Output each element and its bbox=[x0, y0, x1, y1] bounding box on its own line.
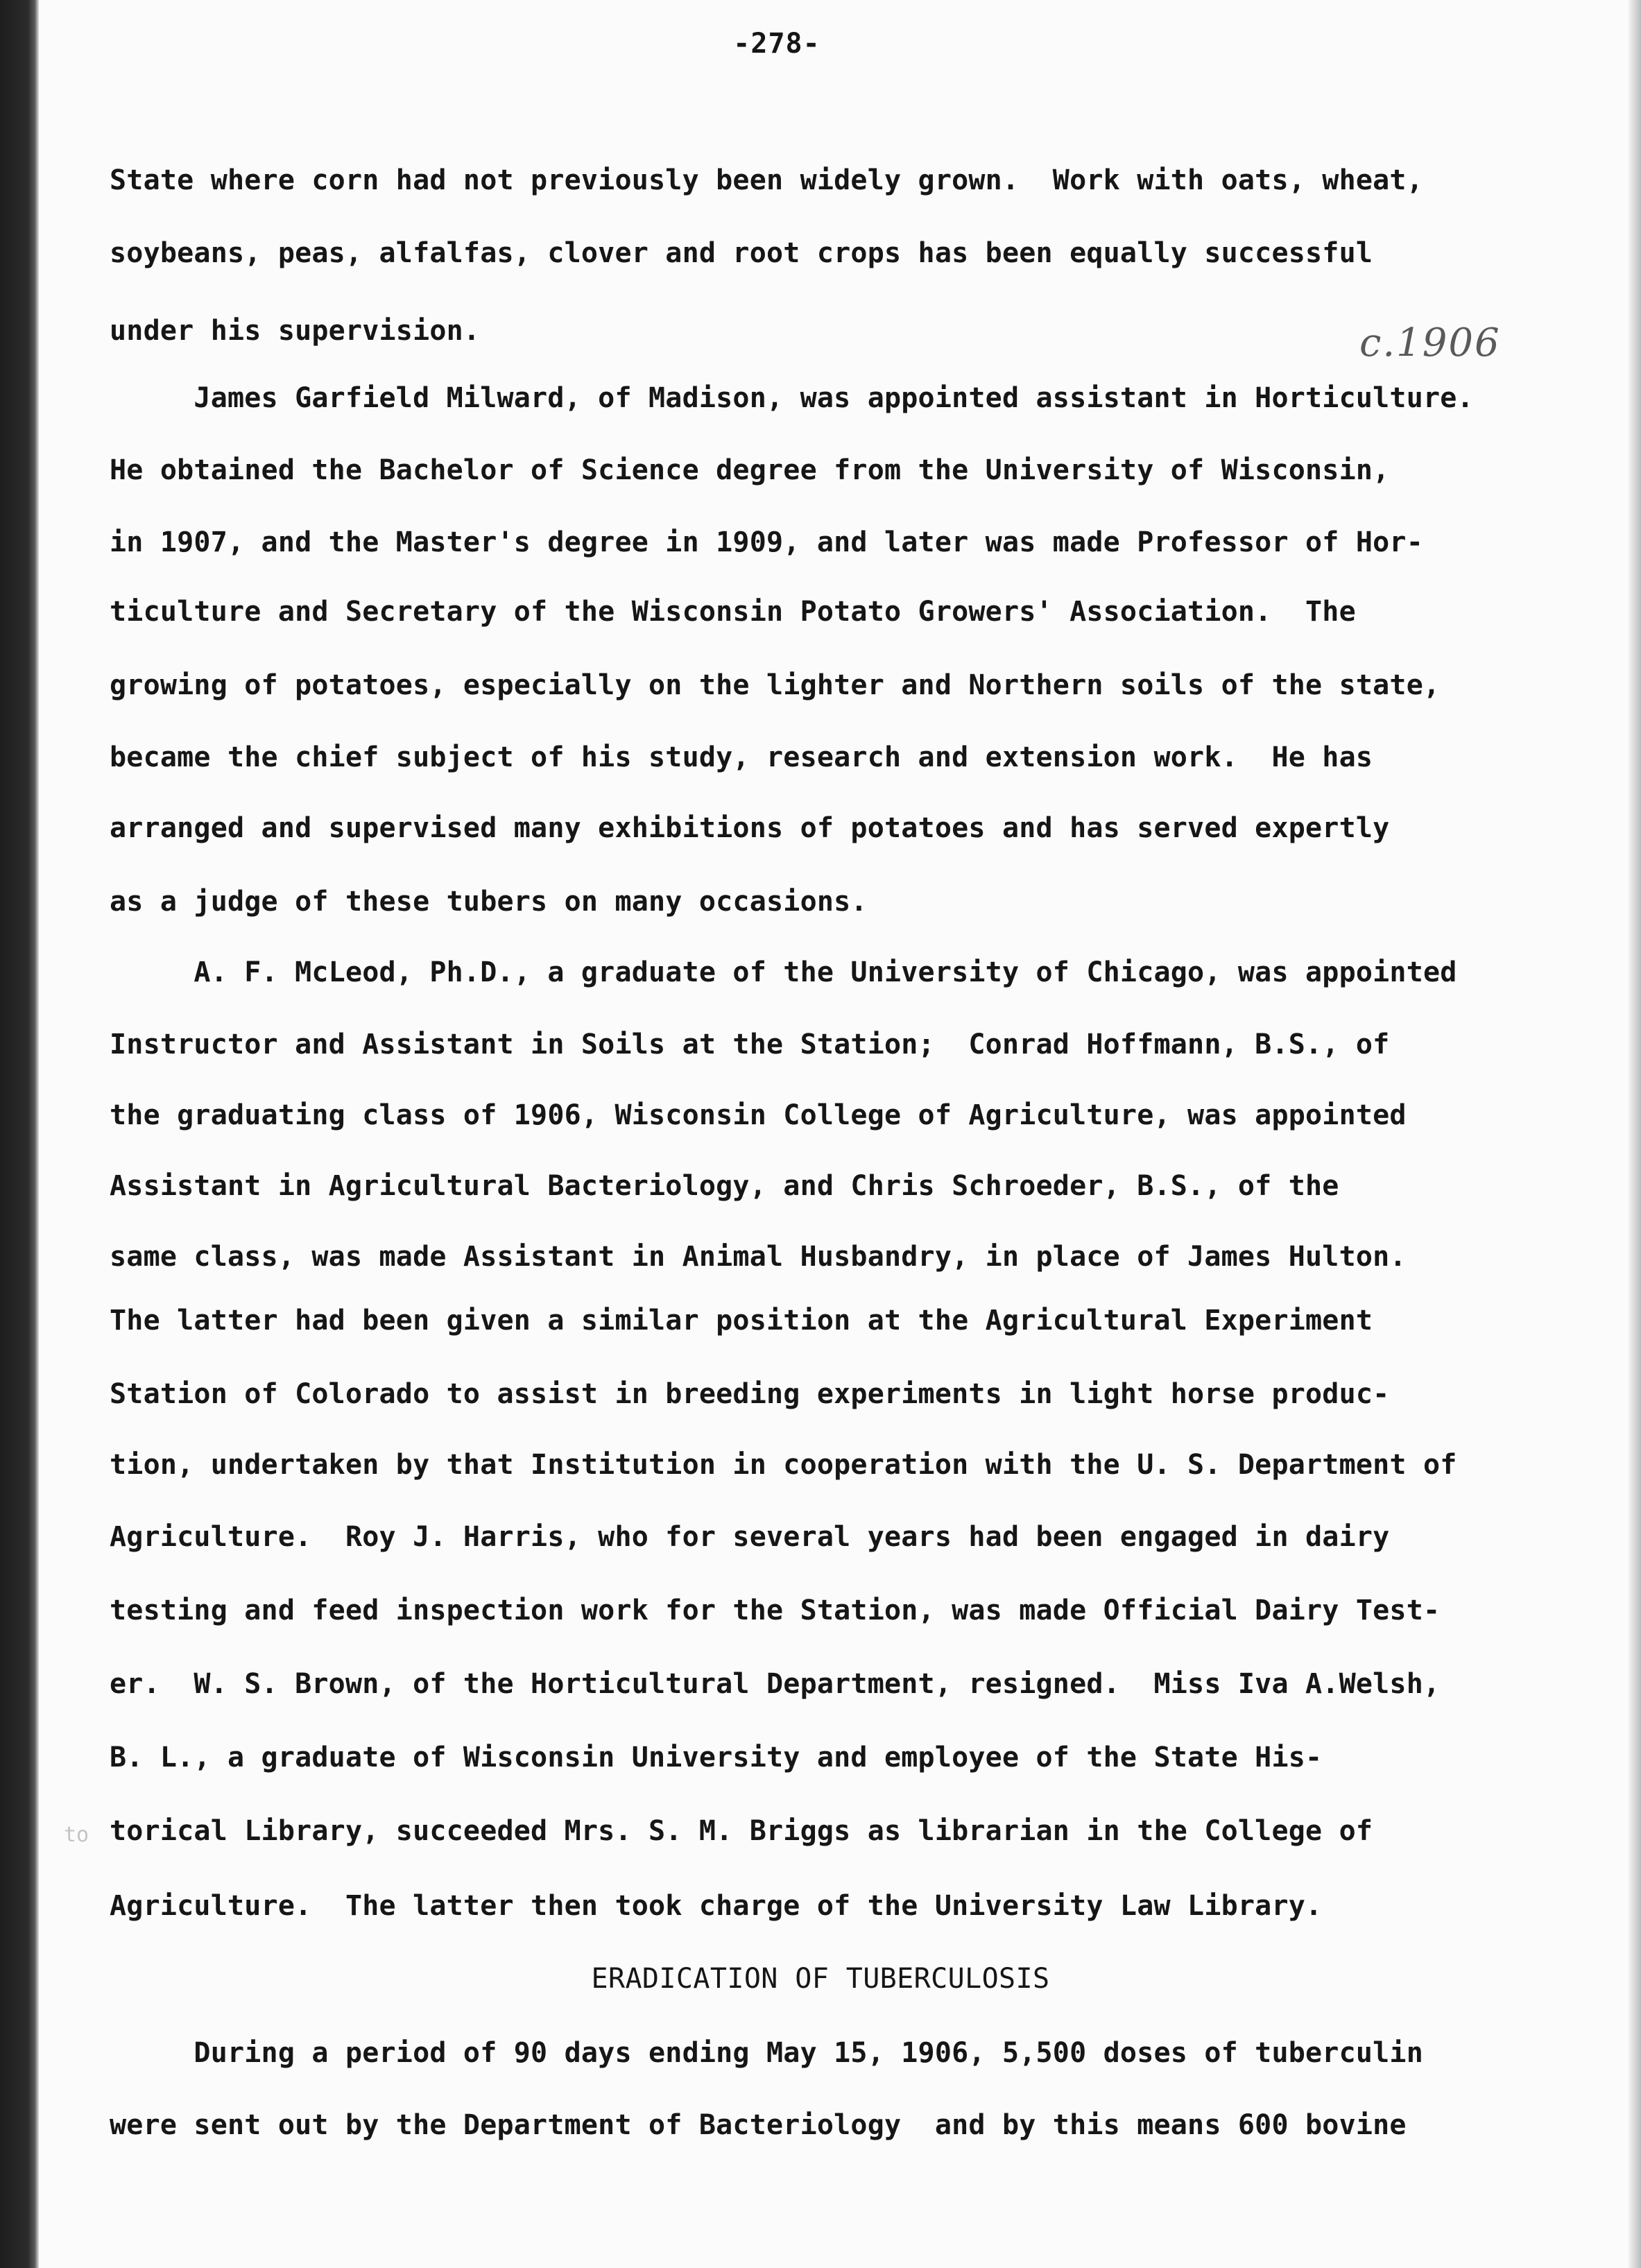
body-line: growing of potatoes, especially on the lighter and Northern soils of the state, bbox=[110, 669, 1441, 701]
body-line: James Garfield Milward, of Madison, was appointed assistant in Horticulture. bbox=[110, 382, 1474, 414]
body-line: Instructor and Assistant in Soils at the Station; Conrad Hoffmann, B.S., of bbox=[110, 1029, 1390, 1060]
body-line: A. F. McLeod, Ph.D., a graduate of the University of Chicago, was appointed bbox=[110, 956, 1457, 988]
body-line: During a period of 90 days ending May 15, 1906, 5,500 doses of tuberculin bbox=[110, 2037, 1423, 2069]
body-line: The latter had been given a similar position at the Agricultural Experiment bbox=[110, 1305, 1373, 1337]
body-line: arranged and supervised many exhibitions of potatoes and has served expertly bbox=[110, 812, 1390, 844]
body-line: B. L., a graduate of Wisconsin University and employee of the State His- bbox=[110, 1742, 1323, 1773]
body-line: torical Library, succeeded Mrs. S. M. Briggs as librarian in the College of bbox=[110, 1815, 1373, 1847]
body-line: the graduating class of 1906, Wisconsin College of Agriculture, was appointed bbox=[110, 1099, 1407, 1131]
body-line: Station of Colorado to assist in breeding experiments in light horse produc- bbox=[110, 1378, 1390, 1410]
body-line: under his supervision. bbox=[110, 315, 481, 347]
handwritten-date-annotation: c.1906 bbox=[1359, 320, 1501, 366]
margin-note: to bbox=[64, 1823, 89, 1847]
body-line: soybeans, peas, alfalfas, clover and root crops has been equally successful bbox=[110, 237, 1373, 269]
body-line: as a judge of these tubers on many occasions. bbox=[110, 886, 868, 918]
scan-left-edge bbox=[0, 0, 39, 2268]
body-line: Agriculture. The latter then took charge of the University Law Library. bbox=[110, 1890, 1323, 1922]
body-line: He obtained the Bachelor of Science degree from the University of Wisconsin, bbox=[110, 454, 1390, 486]
body-line: Agriculture. Roy J. Harris, who for several years had been engaged in dairy bbox=[110, 1521, 1390, 1553]
body-line: er. W. S. Brown, of the Horticultural Department, resigned. Miss Iva A.Welsh, bbox=[110, 1668, 1441, 1700]
body-line: same class, was made Assistant in Animal Husbandry, in place of James Hulton. bbox=[110, 1241, 1407, 1273]
body-line: in 1907, and the Master's degree in 1909, and later was made Professor of Hor- bbox=[110, 526, 1423, 558]
body-line: tion, undertaken by that Institution in cooperation with the U. S. Department of bbox=[110, 1449, 1457, 1481]
body-line: testing and feed inspection work for the Station, was made Official Dairy Test- bbox=[110, 1595, 1441, 1626]
body-line: were sent out by the Department of Bacteriology and by this means 600 bovine bbox=[110, 2109, 1407, 2141]
section-heading: ERADICATION OF TUBERCULOSIS bbox=[591, 1963, 1050, 1995]
body-line: Assistant in Agricultural Bacteriology, and Chris Schroeder, B.S., of the bbox=[110, 1170, 1339, 1202]
body-line: became the chief subject of his study, research and extension work. He has bbox=[110, 741, 1373, 773]
body-line: ticulture and Secretary of the Wisconsin Potato Growers' Association. The bbox=[110, 596, 1356, 628]
page-number: -278- bbox=[733, 28, 820, 60]
body-line: State where corn had not previously been widely grown. Work with oats, wheat, bbox=[110, 164, 1423, 196]
scan-right-edge bbox=[1629, 0, 1641, 2268]
